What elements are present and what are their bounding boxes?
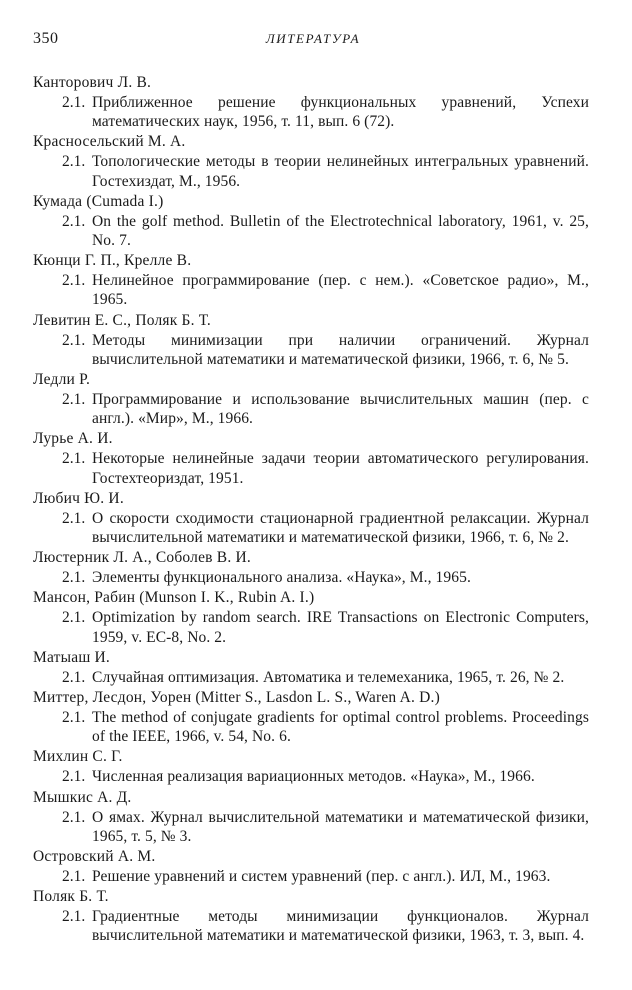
running-title: ЛИТЕРАТУРА xyxy=(265,31,361,46)
reference-work-text: Методы минимизации при наличии ограничений. Журнал вычислительной математики и математической физики, 1966, т. 6, № 5. xyxy=(92,331,589,368)
reference-author: Матыаш И. xyxy=(33,648,111,666)
reference-entry xyxy=(33,647,589,687)
reference-author: Миттер, Лесдон, Уорен (Mitter S., Lasdon L. S., Waren A. D.) xyxy=(33,689,440,707)
reference-work xyxy=(33,152,589,190)
reference-author: Ледли Р. xyxy=(33,371,91,389)
reference-author: Канторович Л. В. xyxy=(33,74,152,91)
reference-entry xyxy=(33,72,589,131)
reference-work-text: The method of conjugate gradients for optimal control problems. Proceedings of the IEEE, 1966, v. 54, No. 6. xyxy=(92,709,589,746)
reference-entry xyxy=(33,886,589,945)
reference-work-text: Программирование и использование вычислительных машин (пер. с англ.). «Мир», М., 1966. xyxy=(92,391,589,428)
reference-work xyxy=(33,390,589,428)
reference-author: Михлин С. Г. xyxy=(33,748,123,766)
reference-work-text: Некоторые нелинейные задачи теории автоматического регулирования. Гостехтеориздат, 1951. xyxy=(92,450,589,487)
reference-entry xyxy=(33,369,589,428)
reference-work-text: Элементы функционального анализа. «Наука», М., 1965. xyxy=(92,569,471,587)
reference-work-text: Случайная оптимизация. Автоматика и телемеханика, 1965, т. 26, № 2. xyxy=(92,668,565,686)
reference-author: Поляк Б. Т. xyxy=(33,888,109,906)
reference-entry xyxy=(33,846,589,886)
reference-author: Островский А. М. xyxy=(33,848,156,866)
reference-entry xyxy=(33,488,589,547)
reference-entry xyxy=(33,746,589,786)
reference-work xyxy=(33,808,589,846)
reference-author: Любич Ю. И. xyxy=(33,489,124,507)
reference-work-number: 2.1. xyxy=(62,212,86,230)
reference-work-number: 2.1. xyxy=(62,153,86,171)
reference-work xyxy=(33,668,589,687)
reference-work-number: 2.1. xyxy=(62,272,86,290)
reference-work xyxy=(33,271,589,309)
reference-entry xyxy=(33,787,589,846)
reference-work xyxy=(33,708,589,746)
reference-work-number: 2.1. xyxy=(62,569,86,587)
reference-author: Мансон, Рабин (Munson I. K., Rubin A. I.) xyxy=(33,589,315,607)
reference-work-text: Градиентные методы минимизации функционалов. Журнал вычислительной математики и математической физики, 1963, т. 3, вып. 4. xyxy=(92,908,589,945)
reference-author: Красносельский М. А. xyxy=(33,133,186,151)
reference-work-text: О скорости сходимости стационарной градиентной релаксации. Журнал вычислительной математики и математической физики, 1966, т. 6, № 2. xyxy=(92,509,589,547)
reference-work-text: Нелинейное программирование (пер. с нем.). «Советское радио», М., 1965. xyxy=(92,272,589,309)
page-header xyxy=(33,30,593,52)
reference-work-number: 2.1. xyxy=(62,331,86,349)
reference-work xyxy=(33,608,589,646)
reference-work xyxy=(33,509,589,547)
reference-work-text: О ямах. Журнал вычислительной математики и математической физики, 1965, т. 5, № 3. xyxy=(92,808,589,845)
reference-work-number: 2.1. xyxy=(62,450,86,468)
reference-entry xyxy=(33,310,589,369)
reference-work-text: Приближенное решение функциональных уравнений, Успехи математических наук, 1956, т. 11, вып. 6 (72). xyxy=(92,94,589,131)
reference-entry xyxy=(33,250,589,309)
reference-work-number: 2.1. xyxy=(62,94,86,111)
reference-work-text: On the golf method. Bulletin of the Electrotechnical laboratory, 1961, v. 25, No. 7. xyxy=(92,212,589,250)
reference-work xyxy=(33,568,589,587)
reference-entry xyxy=(33,547,589,587)
reference-work xyxy=(33,331,589,369)
reference-author: Кюнци Г. П., Крелле В. xyxy=(33,252,192,270)
reference-work xyxy=(33,907,589,945)
reference-work-number: 2.1. xyxy=(62,709,86,727)
reference-work xyxy=(33,867,589,886)
reference-author: Лурье А. И. xyxy=(33,430,113,448)
reference-work xyxy=(33,93,589,131)
reference-work-number: 2.1. xyxy=(62,668,86,686)
reference-work-number: 2.1. xyxy=(62,391,86,409)
reference-work xyxy=(33,449,589,487)
reference-author: Левитин Е. С., Поляк Б. Т. xyxy=(33,311,211,329)
reference-work-text: Решение уравнений и систем уравнений (пер. с англ.). ИЛ, М., 1963. xyxy=(92,868,551,886)
reference-work-text: Optimization by random search. IRE Transactions on Electronic Computers, 1959, v. EC-8, No. 2. xyxy=(92,609,589,646)
reference-author: Люстерник Л. А., Соболев В. И. xyxy=(33,549,251,567)
reference-list xyxy=(33,72,589,946)
reference-entry xyxy=(33,587,589,646)
reference-work xyxy=(33,212,589,250)
reference-entry xyxy=(33,191,589,250)
reference-author: Мышкис А. Д. xyxy=(33,788,132,806)
page-number: 350 xyxy=(33,30,59,47)
reference-work-number: 2.1. xyxy=(62,609,86,627)
reference-work-number: 2.1. xyxy=(62,509,86,527)
reference-work xyxy=(33,767,589,786)
reference-work-number: 2.1. xyxy=(62,768,86,786)
reference-work-text: Топологические методы в теории нелинейных интегральных уравнений. Гостехиздат, М., 1956. xyxy=(92,153,589,190)
reference-work-number: 2.1. xyxy=(62,868,86,886)
reference-entry xyxy=(33,428,589,487)
reference-work-number: 2.1. xyxy=(62,808,86,826)
reference-entry xyxy=(33,687,589,746)
reference-work-text: Численная реализация вариационных методов. «Наука», М., 1966. xyxy=(92,768,535,786)
reference-entry xyxy=(33,131,589,190)
reference-author: Кумада (Cumada I.) xyxy=(33,192,164,210)
reference-work-number: 2.1. xyxy=(62,908,86,926)
